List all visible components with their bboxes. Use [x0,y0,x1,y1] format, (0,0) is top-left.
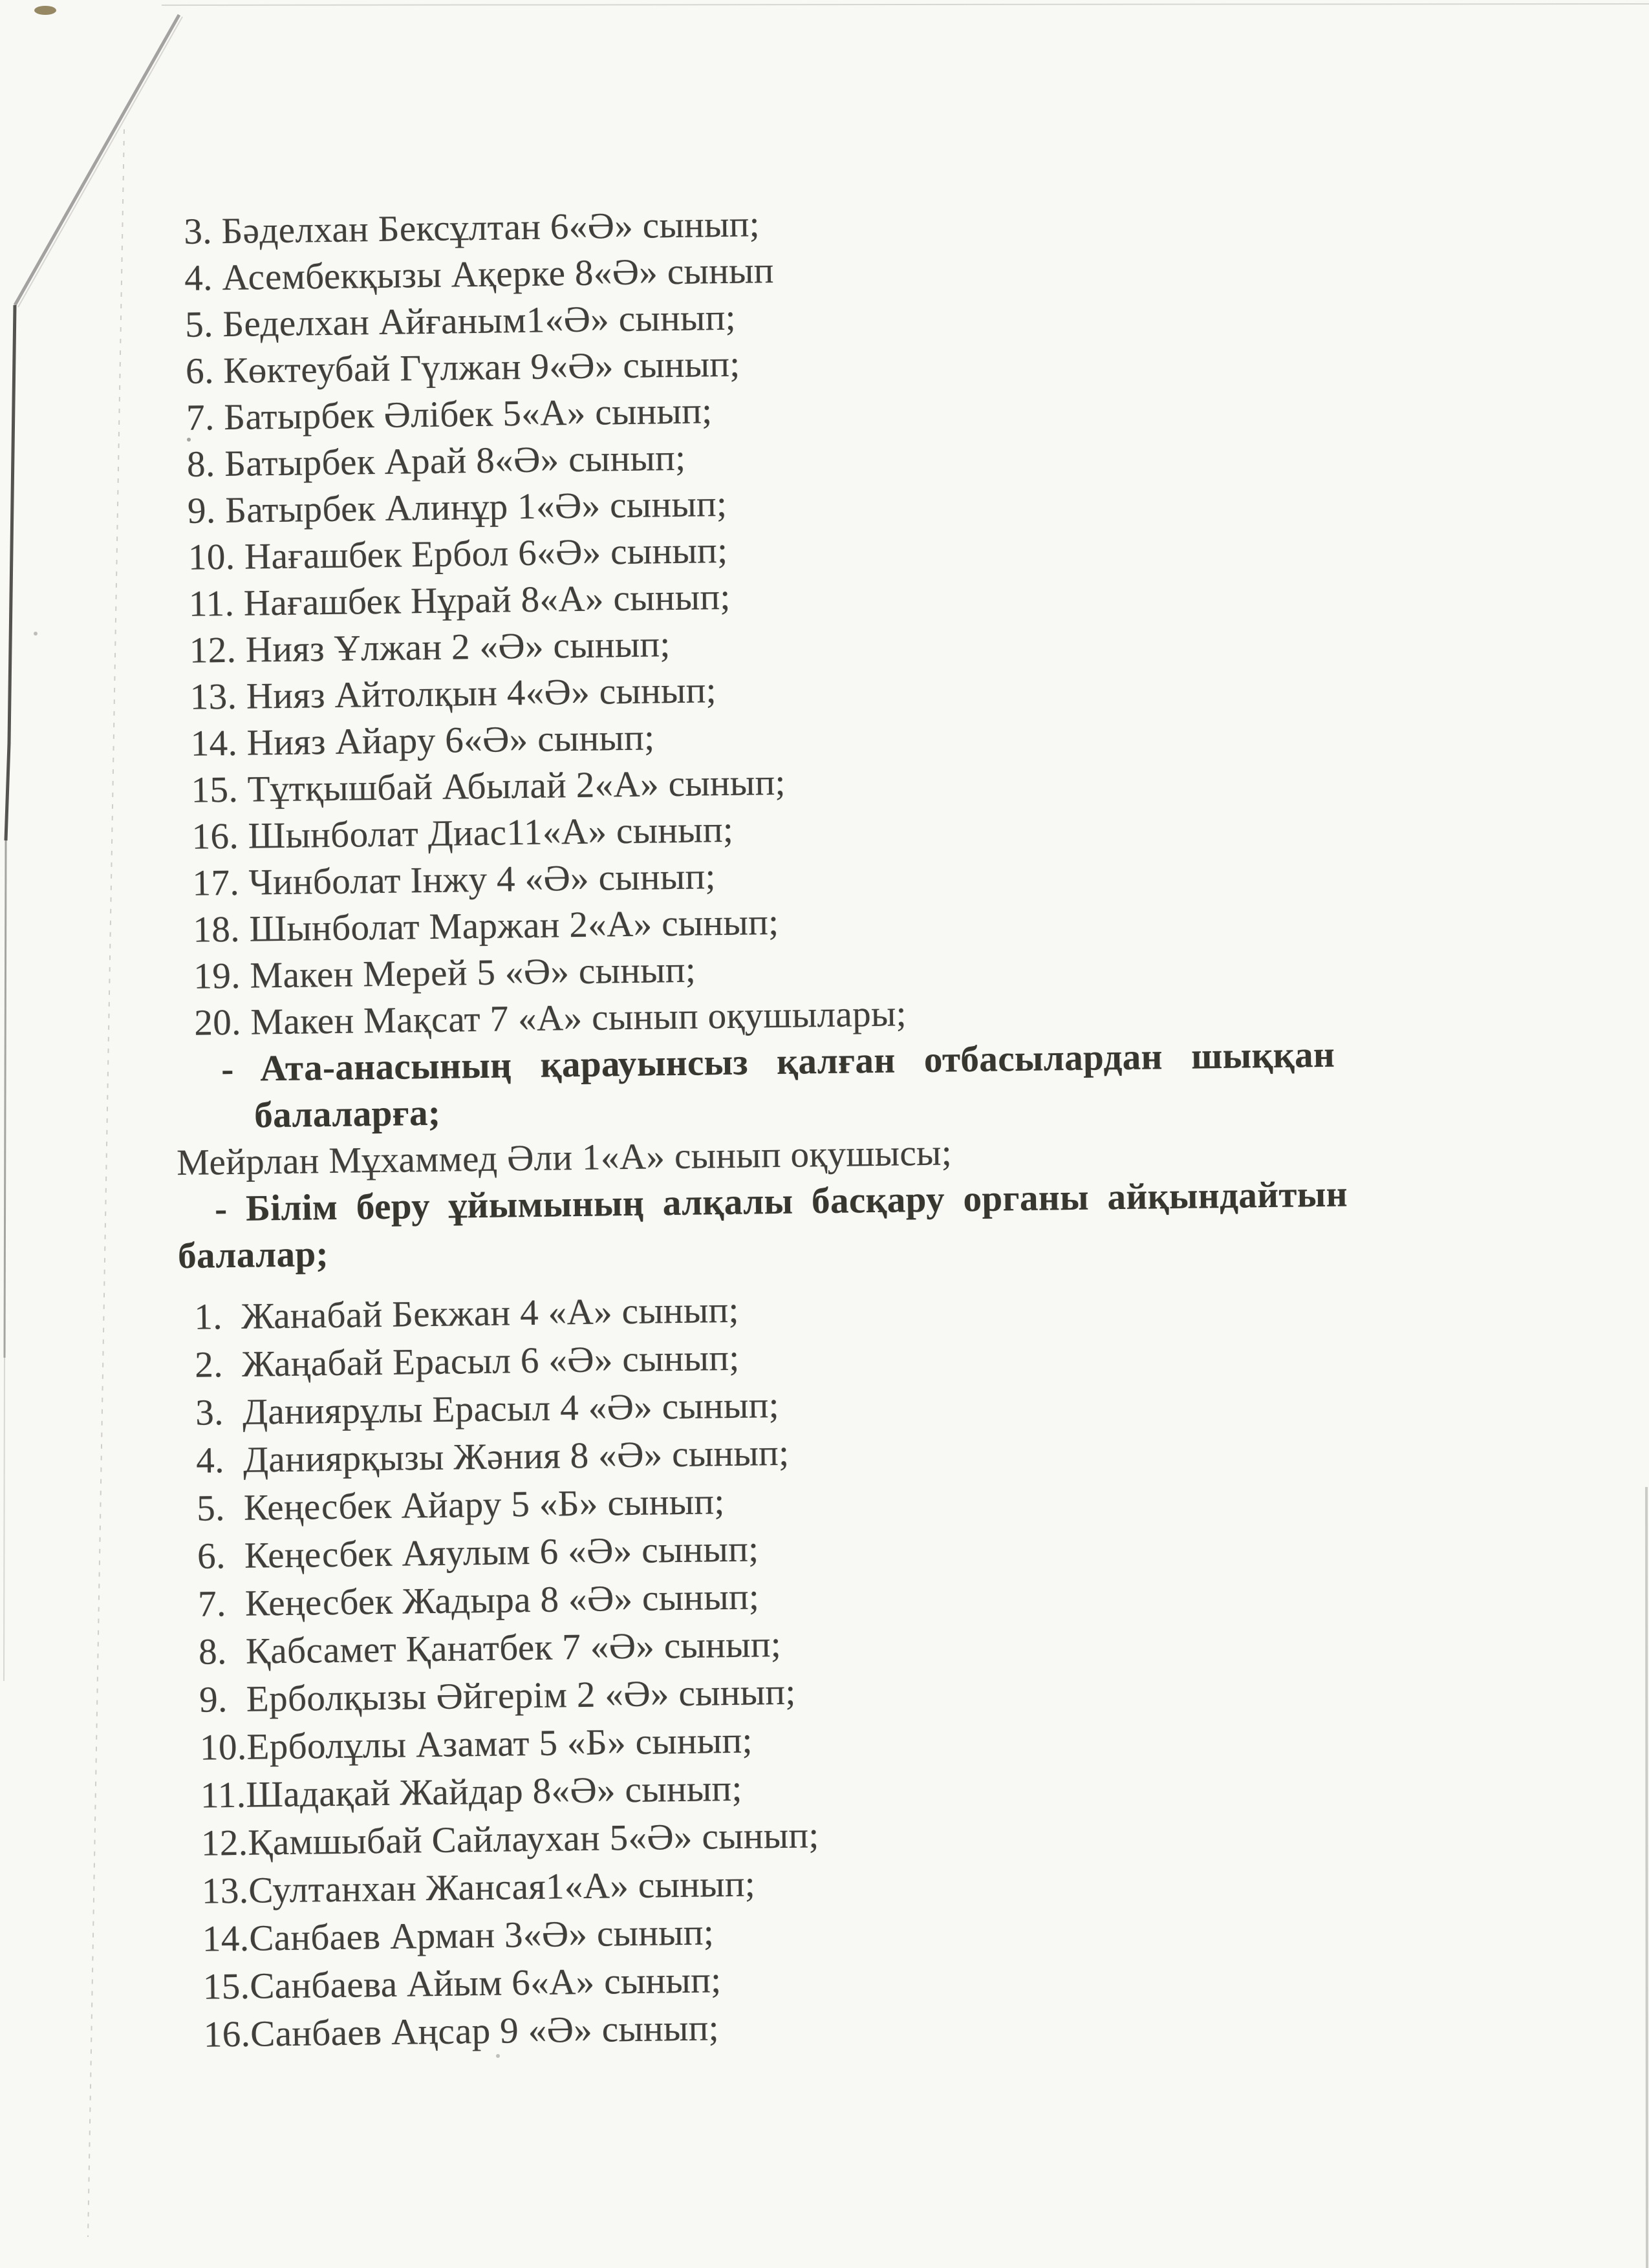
word: басқару [811,1179,945,1222]
list-item: 10. Нағашбек Ербол 6«Ә» сынып; [188,530,728,578]
bullet-dash: - [221,1048,235,1090]
list-item: 12.Қамшыбай Сайлаухан 5«Ә» сынып; [200,1815,820,1864]
list-item: 9. Ерболқызы Әйгерім 2 «Ә» сынып; [199,1671,796,1720]
word: - [214,1188,228,1230]
list-item: 5. Кеңесбек Айару 5 «Б» сынып; [196,1481,726,1529]
list-item: 18. Шынболат Маржан 2«А» сынып; [193,901,779,950]
word: Білім [245,1186,338,1229]
student-single-line: Мейрлан Мұхаммед Әли 1«А» сынып оқушысы; [176,1132,953,1184]
list-item: 17. Чинболат Інжу 4 «Ә» сынып; [192,856,717,904]
word: қалған [776,1040,896,1082]
bold-bullet-orphans-line2: балаларға; [253,1092,441,1136]
word: отбасылардан [923,1036,1163,1080]
list-item: 8. Батырбек Арай 8«Ә» сынып; [186,437,686,485]
list-item: 3. Бәделхан Бексұлтан 6«Ә» сынып; [183,204,760,252]
word: алқалы [662,1181,793,1224]
list-item: 3. Даниярұлы Ерасыл 4 «Ә» сынып; [195,1384,780,1433]
list-item: 15. Тұтқышбай Абылай 2«А» сынып; [191,762,786,811]
list-item: 10.Ерболұлы Азамат 5 «Б» сынып; [199,1720,753,1768]
word: қарауынсыз [540,1042,749,1086]
bold-bullet-board-line2: балалар; [177,1234,329,1277]
word: шыққан [1191,1034,1335,1077]
list-item: 9. Батырбек Алинұр 1«Ә» сынып; [187,483,727,531]
list-item: 14.Санбаев Арман 3«Ә» сынып; [202,1912,715,1960]
list-item: 11. Нағашбек Нұрай 8«А» сынып; [188,576,731,625]
list-item: 16.Санбаев Аңсар 9 «Ә» сынып; [203,2007,720,2055]
list-item: 20. Макен Мақсат 7 «А» сынып оқушылары; [193,993,907,1043]
list-item: 16. Шынболат Диас11«А» сынып; [191,809,734,857]
word: Ата-анасының [259,1045,512,1089]
word: органы [963,1177,1090,1220]
list-item: 5. Беделхан Айғаным1«Ә» сынып; [184,297,737,345]
list-item: 12. Нияз Ұлжан 2 «Ә» сынып; [189,624,671,671]
list-item: 14. Нияз Айару 6«Ә» сынып; [190,717,655,764]
list-item: 13.Султанхан Жансая1«А» сынып; [201,1863,756,1912]
list-item: 1. Жанабай Бекжан 4 «А» сынып; [193,1289,740,1338]
list-item: 6. Кеңесбек Аяулым 6 «Ә» сынып; [197,1528,759,1577]
word: ұйымының [448,1182,645,1226]
list-item: 4. Асембекқызы Ақерке 8«Ә» сынып [184,250,775,299]
list-item: 7. Батырбек Әлібек 5«А» сынып; [186,390,713,438]
student-list-primary [184,199,907,1046]
list-item: 15.Санбаева Айым 6«А» сынып; [202,1960,722,2007]
list-item: 13. Нияз Айтолқын 4«Ә» сынып; [189,670,717,718]
list-item: 8. Қабсамет Қанатбек 7 «Ә» сынып; [198,1623,782,1673]
list-item: 7. Кеңесбек Жадыра 8 «Ә» сынып; [197,1576,760,1625]
list-item: 6. Көктеубай Гүлжан 9«Ә» сынып; [185,343,740,392]
student-list-secondary [194,1285,822,2059]
list-item: 11.Шадақай Жайдар 8«Ә» сынып; [200,1768,743,1816]
list-item: 2. Жаңабай Ерасыл 6 «Ә» сынып; [194,1337,740,1385]
word: айқындайтын [1107,1173,1348,1218]
word: беру [356,1186,431,1228]
list-item: 4. Даниярқызы Жәния 8 «Ә» сынып; [195,1432,790,1481]
list-item: 19. Макен Мерей 5 «Ә» сынып; [193,949,696,997]
